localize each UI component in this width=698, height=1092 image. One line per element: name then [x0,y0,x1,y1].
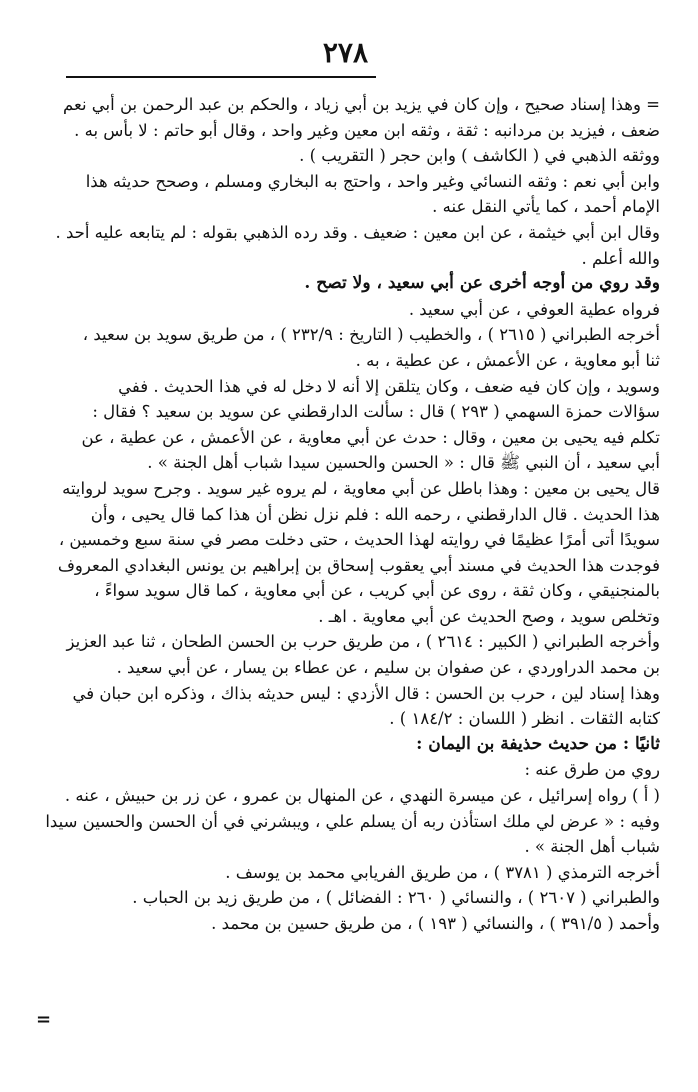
text-line: ( أ ) رواه إسرائيل ، عن ميسرة النهدي ، عن المنهال بن عمرو ، عن زر بن حبيش ، عنه . [64,786,660,806]
text-line: وهذا إسناد لين ، حرب بن الحسن : قال الأزدي : ليس حديثه بذاك ، وذكره ابن حبان في [72,683,660,703]
text-line: وفيه : « عرض لي ملك استأذن ربه أن يسلم علي ، ويبشرني في أن الحسن والحسين سيدا [45,811,660,831]
continuation-mark: = [36,1009,52,1030]
text-line: وابن أبي نعم : وثقه النسائي وغير واحد ، واحتج به البخاري ومسلم ، وصحح حديثه هذا [85,171,660,191]
text-line: فرواه عطية العوفي ، عن أبي سعيد . [408,299,660,319]
text-line: ووثقه الذهبي في ( الكاشف ) وابن حجر ( التقريب ) . [299,146,660,166]
text-line: ضعف ، فيزيد بن مردانبه : ثقة ، وثقه ابن معين وغير واحد ، وقال أبو حاتم : لا بأس به . [74,120,660,140]
text-line: بالمنجنيقي ، وكان ثقة ، روى عن أبي كريب ، عن أبي معاوية ، كما قال سويد سواءً ، [94,581,660,601]
text-line: الإمام أحمد ، كما يأتي النقل عنه . [432,197,660,217]
text-line: والله أعلم . [581,248,660,268]
text-line: كتابه الثقات . انظر ( اللسان : ١٨٤/٢ ) . [389,709,660,729]
text-line: وسويد ، وإن كان فيه ضعف ، وكان يتلقن إلا أنه لا دخل له في هذا الحديث . ففي [118,376,660,396]
text-line: تكلم فيه يحيى بن معين ، وقال : حدث عن أبي معاوية ، عن الأعمش ، عن عطية ، عن [81,427,660,447]
text-line: قال يحيى بن معين : وهذا باطل عن أبي معاوية ، لم يروه غير سويد . وجرح سويد لروايته [62,478,660,498]
text-line: سؤالات حمزة السهمي ( ٢٩٣ ) قال : سألت الدارقطني عن سويد بن سعيد ؟ فقال : [92,402,660,422]
text-line: أخرجه الترمذي ( ٣٧٨١ ) ، من طريق الفريابي محمد بن يوسف . [225,862,660,882]
text-line: ثنا أبو معاوية ، عن الأعمش ، عن عطية ، به . [355,350,660,370]
text-line: فوجدت هذا الحديث في مسند أبي يعقوب إسحاق بن إبراهيم بن يونس البغدادي المعروف [57,555,660,575]
text-line: = وهذا إسناد صحيح ، وإن كان في يزيد بن أبي زياد ، والحكم بن عبد الرحمن بن أبي نعم [63,95,660,114]
text-line: روي من طرق عنه : [524,760,660,780]
text-line: وقال ابن أبي خيثمة ، عن ابن معين : ضعيف . وقد رده الذهبي بقوله : لم يتابعه عليه أحد . [55,222,660,242]
text-line: سويدًا أتى أمرًا عظيمًا في روايته لهذا الحديث ، حتى دخلت مصر في سنة سبع وخمسين ، [58,530,660,550]
text-line: وتخلص سويد ، وصح الحديث عن أبي معاوية . اهـ . [318,606,660,626]
header-rule [66,76,376,78]
page-body [30,92,660,937]
page-header [38,0,660,86]
text-line: وأخرجه الطبراني ( الكبير : ٢٦١٤ ) ، من طريق حرب بن الحسن الطحان ، ثنا عبد العزيز [66,632,660,652]
text-line: هذا الحديث . قال الدارقطني ، رحمه الله : فلم نزل نظن أن هذا كما قال يحيى ، وأن [90,504,660,524]
section-heading: وقد روي من أوجه أخرى عن أبي سعيد ، ولا تصح . [304,273,660,294]
text-line: وأحمد ( ٣٩١/٥ ) ، والنسائي ( ١٩٣ ) ، من طريق حسين بن محمد . [211,914,660,933]
text-line: شباب أهل الجنة » . [524,837,660,857]
text-line: والطبراني ( ٢٦٠٧ ) ، والنسائي ( ٢٦٠ : الفضائل ) ، من طريق زيد بن الحباب . [132,888,660,908]
text-line: أخرجه الطبراني ( ٢٦١٥ ) ، والخطيب ( التاريخ : ٢٣٢/٩ ) ، من طريق سويد بن سعيد ، [82,325,660,345]
text-line: بن محمد الدراوردي ، عن صفوان بن سليم ، عن عطاء بن يسار ، عن أبي سعيد . [116,658,660,678]
section-heading: ثانيًا : من حديث حذيفة بن اليمان : [416,733,660,754]
page-number: ٢٧٨ [322,36,368,69]
text-line: أبي سعيد ، أن النبي ﷺ قال : « الحسن والحسين سيدا شباب أهل الجنة » . [147,453,660,473]
